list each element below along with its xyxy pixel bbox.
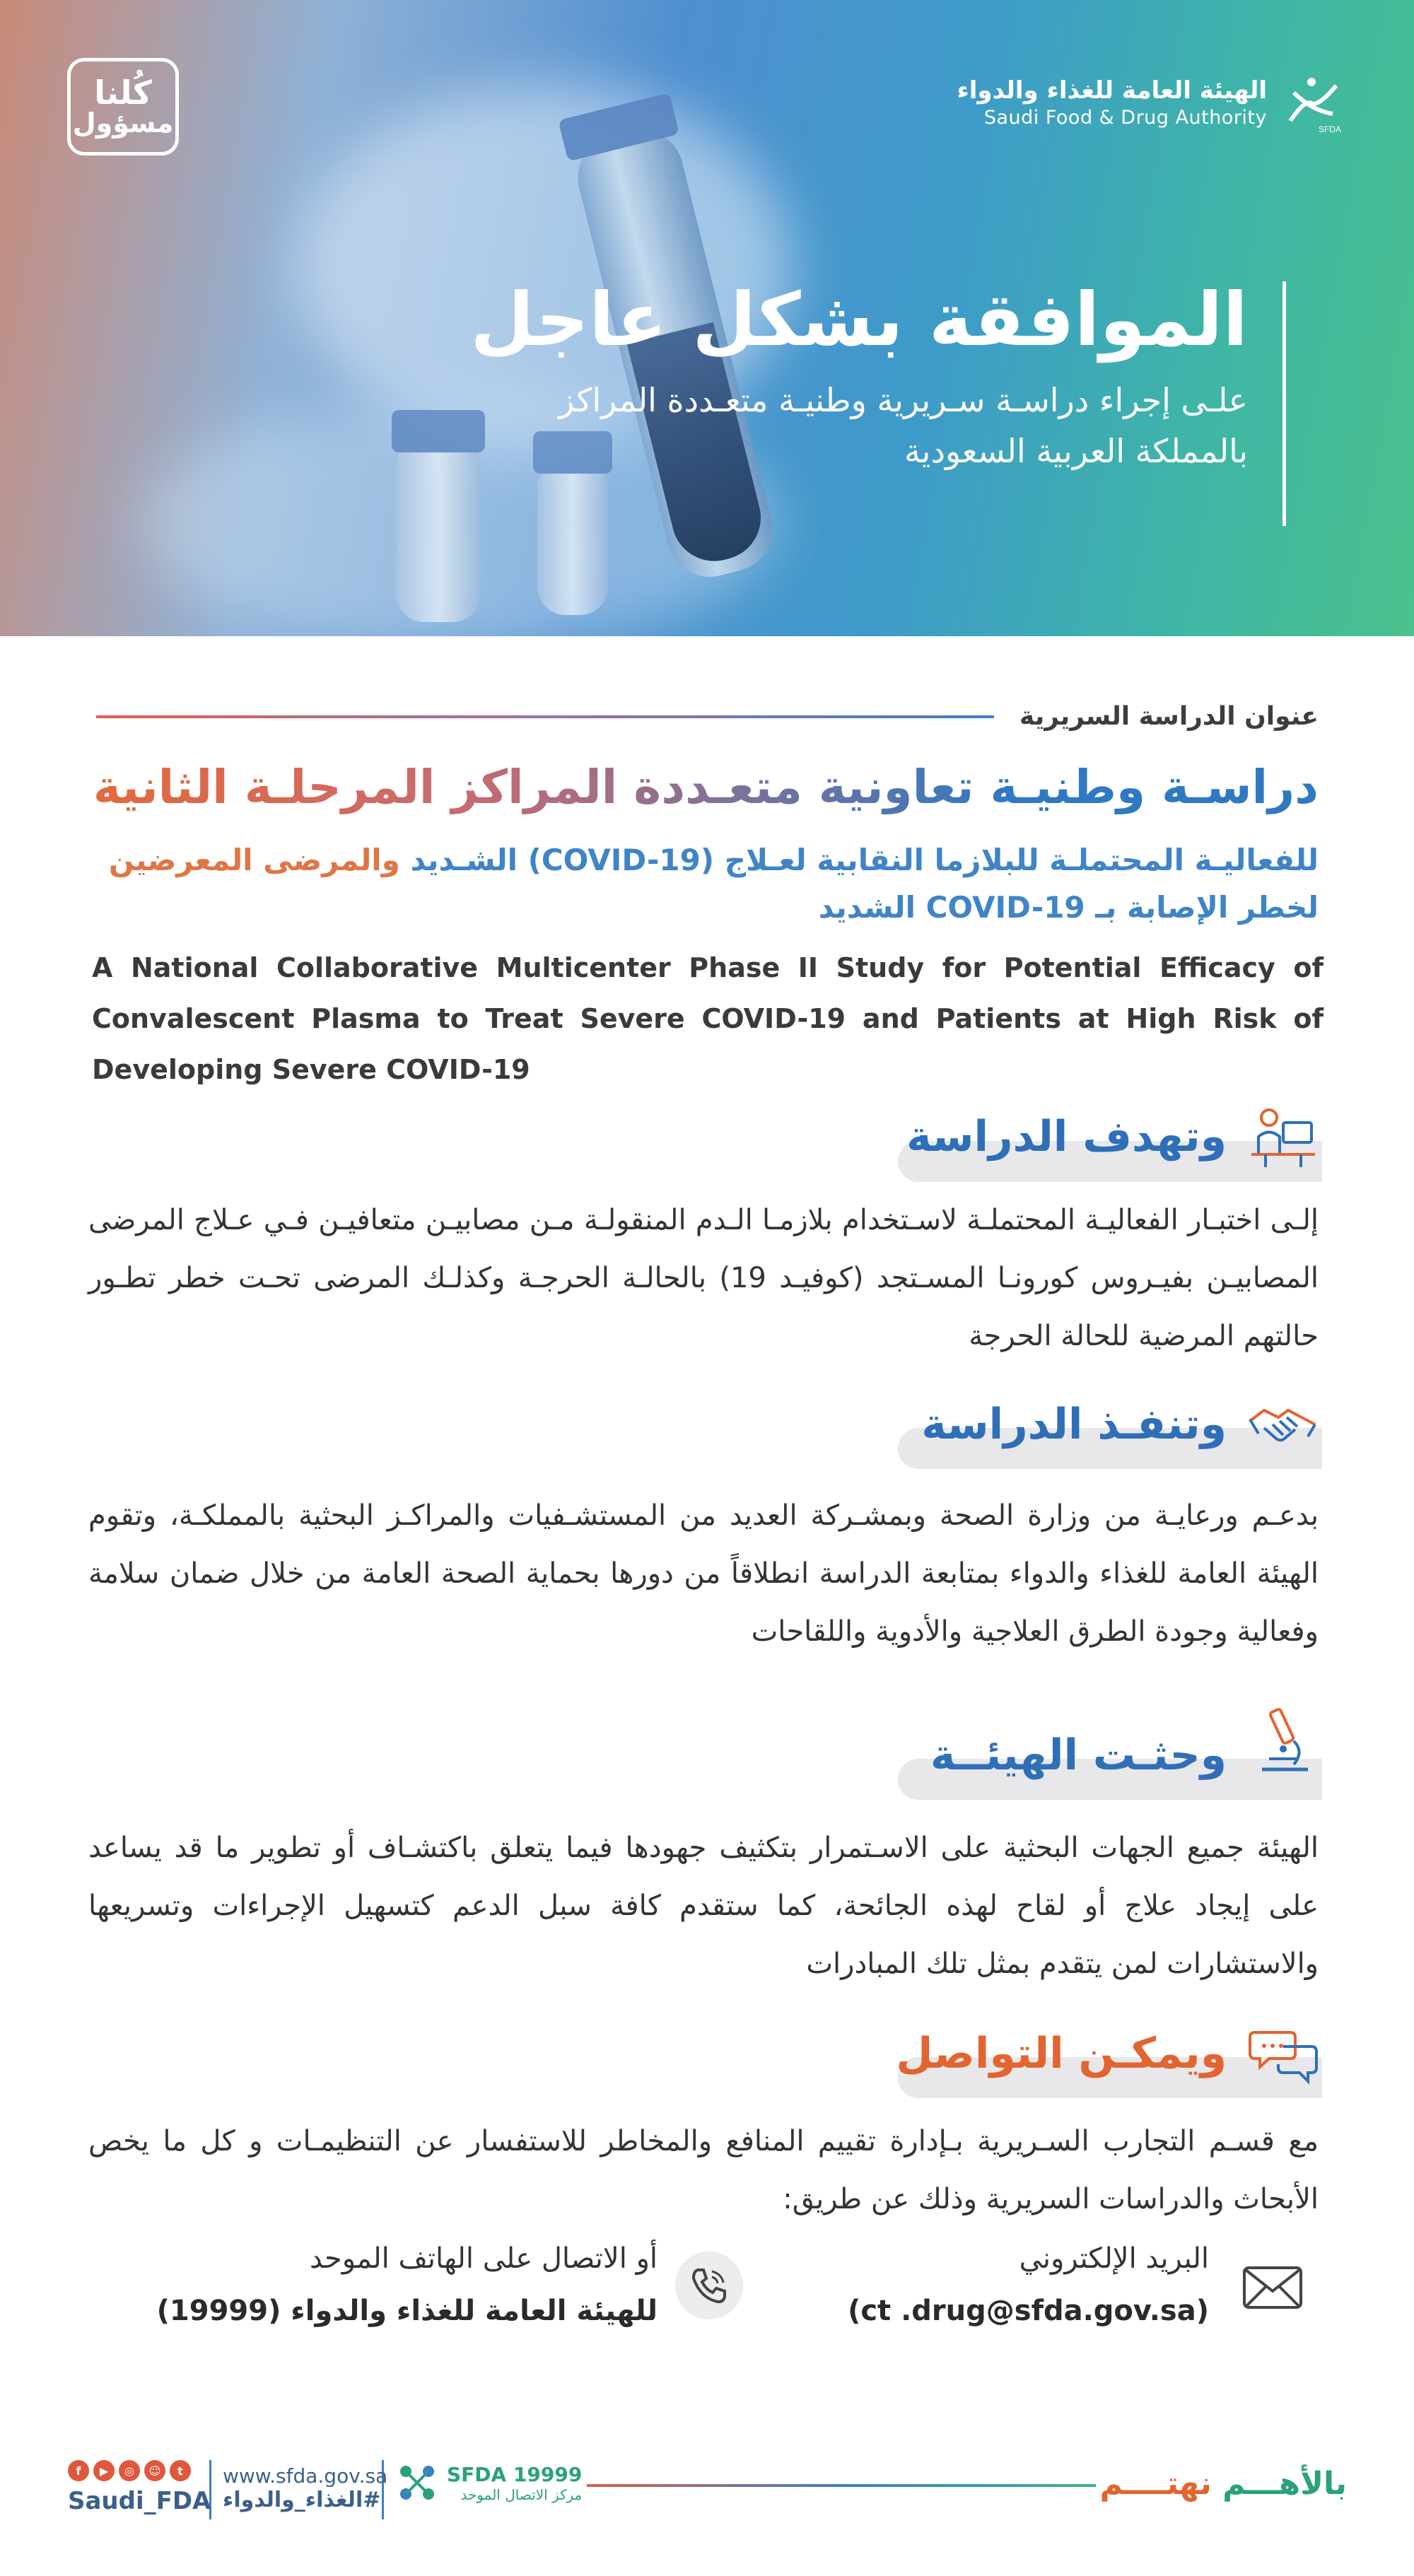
authority-name-en: Saudi Food & Drug Authority (983, 106, 1267, 129)
study-title-ar-line2-accent: والمرضى المعرضين (108, 843, 400, 877)
chat-bubbles-icon (1244, 2015, 1322, 2092)
phone-value[interactable]: للهيئة العامة للغذاء والدواء (19999) (156, 2295, 658, 2327)
phone-label: أو الاتصال على الهاتف الموحد (309, 2242, 658, 2275)
slogan-part-b: نهتــــم (1099, 2466, 1212, 2502)
hero-subtitle-line1: علـى إجراء دراسـة سـريرية وطنيـة متعـددة المراكز (559, 381, 1248, 420)
study-title-ar-line2: للفعاليـة المحتملـة للبلازما النقابية لعـلاج (COVID-19) الشـديد (410, 843, 1319, 877)
social-handle[interactable]: Saudi_FDA (68, 2487, 211, 2515)
execution-title: وتنفـذ الدراسة (921, 1400, 1227, 1449)
urge-text: الهيئة جميع الجهات البحثية على الاسـتمرار بتكثيف جهودها فيما يتعلق باكتشـاف أو تطوير ما قد يساعد على إيجاد علاج أو لقاح لهذه الجائحة، كما ستقدم كافة سبل الدعم كتسهيل الإجراءات وتسريعها والاستشارات لمن يتقدم بمثل تلك المبادرات (88, 1832, 1319, 1980)
hero-banner (0, 0, 1414, 636)
study-title-en: A National Collaborative Multicenter Phase II Study for Potential Efficacy of Convalescent Plasma to Treat Severe COVID-19 and Patients at High Risk of Developing Severe COVID-19 (92, 952, 1324, 1086)
gradient-divider (96, 715, 994, 718)
aim-title: وتهدف الدراسة (906, 1112, 1227, 1161)
email-label: البريد الإلكتروني (1019, 2242, 1209, 2275)
social-block (68, 2460, 211, 2515)
hashtag[interactable]: #الغذاء_والدواء (223, 2488, 381, 2512)
logo-line1: كُلنا (94, 73, 152, 112)
sfda-mark: SFDA (1319, 124, 1342, 134)
kolna-masool-logo (67, 58, 179, 156)
study-title-ar-line3: لخطر الإصابة بـ COVID-19 الشديد (818, 890, 1319, 925)
email-block (848, 2232, 1209, 2337)
study-title-ar-line1: دراسـة وطنيـة تعاونية متعـددة المراكز المرحلـة الثانية (93, 760, 1319, 814)
youtube-icon[interactable]: ▶ (93, 2460, 115, 2481)
phone-icon (675, 2252, 743, 2319)
twitter-icon[interactable]: t (170, 2460, 191, 2481)
website-block (223, 2464, 387, 2512)
phone-block (157, 2232, 658, 2337)
logo-line2: مسؤول (72, 107, 174, 139)
aim-text: إلـى اختبـار الفعاليـة المحتملـة لاسـتخدام بلازمـا الـدم المنقولـة مـن مصابيـن متعافيـن فـي عـلاج المرضى المصابيـن بفيـروس كورونـا المسـتجد (كوفيـد 19) بالحالـة الحرجـة وكذلـك المرضى تحـت خطر تطـور حالتهم المرضية للحالة الحرجة (88, 1204, 1319, 1352)
handshake-icon (1244, 1386, 1322, 1463)
contact-title: ويمكـن التواصل (896, 2029, 1227, 2078)
study-title-ar-lines (88, 836, 1319, 931)
instagram-icon[interactable]: ◎ (119, 2460, 140, 2481)
website-link[interactable]: www.sfda.gov.sa (223, 2464, 388, 2488)
hero-title: الموافقة بشكل عاجل (470, 276, 1248, 363)
footer-slogan (1100, 2466, 1347, 2502)
slogan-part-a: بالأهـــم (1222, 2466, 1347, 2502)
microscope-icon (1244, 1702, 1322, 1780)
study-label-row (96, 702, 1319, 731)
contact-text: مع قسـم التجارب السـريرية بـإدارة تقييم المنافع والمخاطر للاستفسار عن التنظيمـات و كل ما يخص الأبحاث والدراسات السريرية وذلك عن طريق: (88, 2125, 1319, 2215)
authority-name-ar: الهيئة العامة للغذاء والدواء (957, 76, 1267, 105)
hotline-logo-icon (396, 2461, 438, 2504)
execution-text: بدعـم ورعايـة من وزارة الصحة وبمشـركة العديد من المستشـفيات والمراكـز البحثية بالمملكـة، وتقوم الهيئة العامة للغذاء والدواء بمتابعة الدراسة انطلاقاً من دورها بحماية الصحة العامة من خلال ضمان سلامة وفعالية وجودة الطرق العلاجية والأدوية واللقاحات (88, 1499, 1319, 1648)
hotline-subtitle: مركز الاتصال الموحد (460, 2486, 583, 2503)
hero-subtitle-line2: بالمملكة العربية السعودية (904, 431, 1248, 470)
hero-text (470, 276, 1248, 476)
facebook-icon[interactable]: f (68, 2460, 89, 2481)
hero-divider (1282, 281, 1286, 526)
email-icon (1239, 2254, 1307, 2322)
hotline-number[interactable]: SFDA 19999 (447, 2462, 583, 2486)
hotline-block (396, 2461, 582, 2504)
sfda-emblem-icon (1280, 71, 1343, 135)
study-label: عنوان الدراسة السريرية (1019, 702, 1319, 731)
vial-image (396, 438, 481, 622)
urge-title: وحثـت الهيئــة (930, 1731, 1227, 1780)
email-value[interactable]: (ct .drug@sfda.gov.sa) (848, 2295, 1209, 2327)
researcher-desk-icon (1244, 1098, 1322, 1176)
footer-divider (587, 2484, 1096, 2487)
sfda-logo (957, 68, 1343, 139)
snapchat-icon[interactable]: ☺ (144, 2460, 165, 2481)
vial-image (537, 459, 608, 615)
footer (0, 2446, 1414, 2545)
